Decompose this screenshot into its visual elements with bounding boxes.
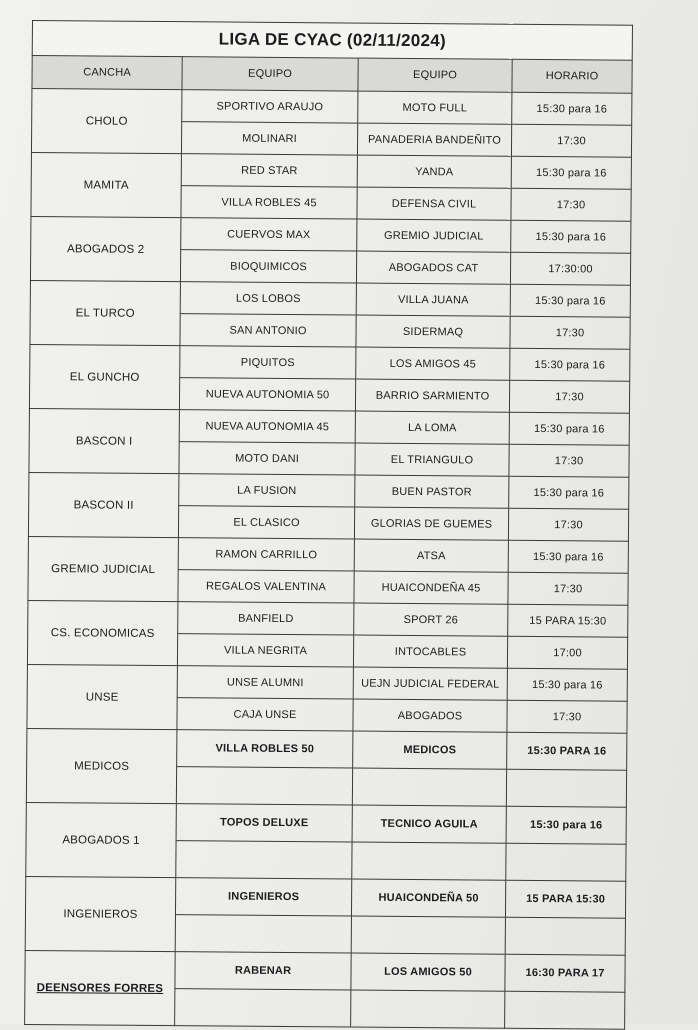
horario-cell: 17:30 [509,380,629,413]
match-row [29,472,629,509]
team-visitante-cell: HUAICONDEÑA 45 [354,571,508,604]
team-visitante-cell: MOTO FULL [358,91,512,124]
horario-cell: 15:30 para 16 [511,156,631,189]
team-local-cell: LA FUSION [179,474,355,507]
team-local-cell: MOLINARI [181,122,357,155]
team-local-cell: CAJA UNSE [177,698,353,731]
horario-cell: 15:30 para 16 [506,806,626,844]
match-row [28,600,628,637]
team-visitante-cell: HUAICONDEÑA 50 [351,879,505,917]
team-visitante-cell: LOS AMIGOS 50 [351,953,505,991]
horario-cell [506,843,626,881]
team-visitante-cell [352,842,506,880]
horario-cell: 17:30 [511,124,631,157]
match-row [30,280,630,317]
document-title: LIGA DE CYAC (02/11/2024) [32,21,632,61]
team-visitante-cell: ABOGADOS [353,699,507,732]
team-local-cell: RAMON CARRILLO [178,538,354,571]
team-local-cell [175,915,351,953]
cancha-cell: INGENIEROS [25,876,176,951]
match-row [27,728,627,770]
fixture-document [24,20,632,1030]
team-local-cell [176,767,352,805]
horario-cell [506,769,626,807]
header-horario: HORARIO [512,59,632,93]
match-row [32,89,632,126]
team-visitante-cell: BARRIO SARMIENTO [355,379,509,412]
team-local-cell: EL CLASICO [178,506,354,539]
cancha-cell: GREMIO JUDICIAL [28,536,178,601]
team-local-cell: CUERVOS MAX [181,218,357,251]
team-visitante-cell: UEJN JUDICIAL FEDERAL [353,667,507,700]
horario-cell: 15:30 PARA 16 [507,732,627,770]
horario-cell: 15:30 para 16 [509,476,629,509]
team-visitante-cell: VILLA JUANA [356,283,510,316]
team-local-cell [175,989,351,1027]
team-local-cell: PIQUITOS [180,346,356,379]
cancha-cell: BASCON II [28,472,178,537]
team-visitante-cell: ATSA [354,539,508,572]
team-visitante-cell: PANADERIA BANDEÑITO [357,123,511,156]
team-local-cell [176,841,352,879]
horario-cell: 15:30 para 16 [512,92,632,125]
team-local-cell: RABENAR [175,952,351,990]
team-local-cell: NUEVA AUTONOMIA 50 [179,378,355,411]
team-visitante-cell: LA LOMA [355,411,509,444]
cancha-cell: ABOGADOS 2 [30,216,180,281]
cancha-cell: EL TURCO [30,280,180,345]
header-cancha: CANCHA [32,56,182,90]
team-visitante-cell: MEDICOS [353,731,507,769]
horario-cell: 15 PARA 15:30 [508,604,628,637]
team-local-cell: MOTO DANI [179,442,355,475]
cancha-cell: CS. ECONOMICAS [27,600,177,665]
team-local-cell: LOS LOBOS [180,282,356,315]
match-row [31,152,631,189]
team-visitante-cell: ABOGADOS CAT [356,251,510,284]
horario-cell: 15 PARA 15:30 [505,880,625,918]
horario-cell [505,991,625,1029]
horario-cell: 15:30 para 16 [509,412,629,445]
cancha-cell: ABOGADOS 1 [26,802,177,877]
fixture-body [25,89,632,1030]
horario-cell: 17:30 [508,508,628,541]
team-local-cell: SPORTIVO ARAUJO [182,90,358,123]
team-local-cell: NUEVA AUTONOMIA 45 [179,410,355,443]
horario-cell: 17:30 [509,444,629,477]
horario-cell [505,917,625,955]
team-visitante-cell [351,916,505,954]
team-local-cell: INGENIEROS [175,878,351,916]
team-visitante-cell: TECNICO AGUILA [352,805,506,843]
team-local-cell: TOPOS DELUXE [176,804,352,842]
horario-cell: 17:00 [507,636,627,669]
cancha-cell: UNSE [27,664,177,729]
team-visitante-cell: INTOCABLES [353,635,507,668]
horario-cell: 17:30 [511,188,631,221]
match-row [28,536,628,573]
team-local-cell: UNSE ALUMNI [177,666,353,699]
match-row [25,950,625,992]
match-row [30,344,630,381]
horario-cell: 15:30 para 16 [508,540,628,573]
match-row [26,802,626,844]
team-visitante-cell: YANDA [357,155,511,188]
match-row [29,408,629,445]
team-local-cell: SAN ANTONIO [180,314,356,347]
horario-cell: 15:30 para 16 [510,284,630,317]
match-row [27,664,627,701]
horario-cell: 17:30 [507,700,627,733]
horario-cell: 17:30:00 [510,252,630,285]
team-visitante-cell [351,990,505,1028]
header-equipo-local: EQUIPO [182,57,358,91]
horario-cell: 15:30 para 16 [510,348,630,381]
cancha-cell: BASCON I [29,408,179,473]
horario-cell: 17:30 [508,572,628,605]
team-visitante-cell: GREMIO JUDICIAL [357,219,511,252]
team-local-cell: RED STAR [181,154,357,187]
team-visitante-cell [352,768,506,806]
horario-cell: 15:30 para 16 [507,668,627,701]
team-local-cell: VILLA NEGRITA [177,634,353,667]
horario-cell: 17:30 [510,316,630,349]
cancha-cell: EL GUNCHO [29,344,179,409]
match-row [25,876,625,918]
team-visitante-cell: SIDERMAQ [356,315,510,348]
fixture-table [24,20,633,1030]
team-visitante-cell: GLORIAS DE GUEMES [354,507,508,540]
cancha-cell: MEDICOS [26,728,177,803]
team-visitante-cell: DEFENSA CIVIL [357,187,511,220]
team-local-cell: BIOQUIMICOS [180,250,356,283]
team-local-cell: VILLA ROBLES 45 [181,186,357,219]
cancha-cell: MAMITA [31,152,181,217]
horario-cell: 15:30 para 16 [511,220,631,253]
cancha-cell: CHOLO [31,89,181,154]
team-local-cell: VILLA ROBLES 50 [177,730,353,768]
horario-cell: 16:30 PARA 17 [505,954,625,992]
team-visitante-cell: SPORT 26 [354,603,508,636]
match-row [31,216,631,253]
team-local-cell: REGALOS VALENTINA [178,570,354,603]
header-equipo-visitante: EQUIPO [358,58,512,92]
team-visitante-cell: LOS AMIGOS 45 [356,347,510,380]
team-visitante-cell: BUEN PASTOR [355,475,509,508]
team-visitante-cell: EL TRIANGULO [355,443,509,476]
cancha-cell: DEENSORES FORRES [25,950,176,1025]
team-local-cell: BANFIELD [178,602,354,635]
